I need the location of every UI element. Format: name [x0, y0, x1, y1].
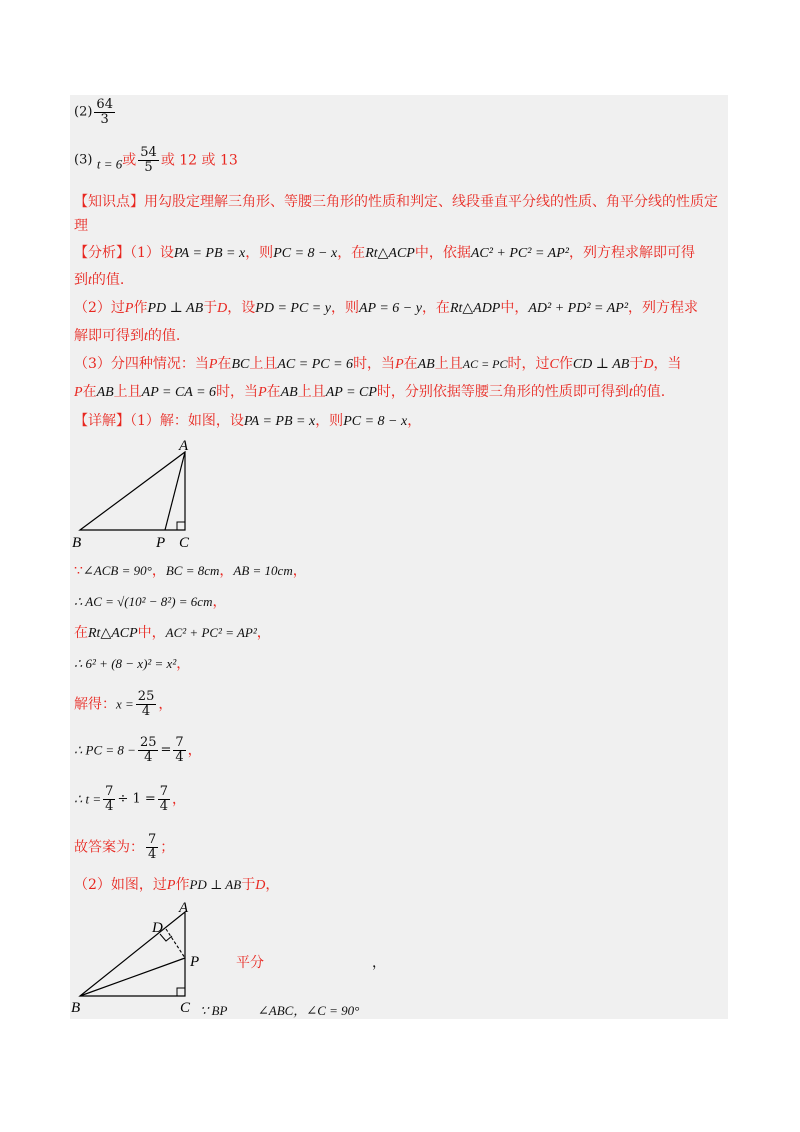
- segment-pd-dashed: [166, 929, 185, 958]
- analysis-p1-c: ，在: [337, 245, 366, 261]
- label-B: B: [72, 535, 82, 551]
- step1-eq1: ∠ACB = 90°: [82, 563, 152, 578]
- analysis-p3-c: 上且: [249, 356, 278, 372]
- analysis-p2-f: ，在: [421, 300, 450, 316]
- step6-den2: 4: [175, 750, 184, 765]
- step-8: [74, 833, 174, 862]
- knowledge-line1: [74, 192, 718, 212]
- triangle-abc: [80, 452, 185, 530]
- step1-sep2: ，: [219, 563, 234, 579]
- step6-num1: 25: [139, 735, 157, 750]
- detail-p2-b: 作: [175, 877, 190, 893]
- step-2: [74, 592, 226, 612]
- label-D-2: D: [152, 920, 163, 936]
- analysis-p3-m: 时，当: [216, 384, 259, 400]
- part2-num: 64: [96, 97, 113, 112]
- step6-end: ，: [187, 742, 202, 759]
- part3-or: 或: [122, 152, 137, 169]
- knowledge-text2: 理: [74, 218, 88, 234]
- step7-den2: 4: [159, 799, 169, 814]
- step7-mid: ÷ 1 =: [117, 791, 156, 807]
- analysis-p3-q: 的值.: [632, 384, 666, 400]
- analysis-p1-f: 到: [74, 272, 88, 288]
- analysis-p3-l: 上且: [113, 384, 142, 400]
- label-C-2: C: [180, 1000, 191, 1016]
- step7-fraction2: [158, 785, 170, 814]
- figure-2-triangle: [68, 898, 208, 1020]
- analysis-p3-g: 时，过: [507, 356, 550, 372]
- analysis-p2-d: ，设: [227, 300, 256, 316]
- analysis-p2-eq1: PD ⊥ AB: [147, 301, 204, 316]
- part3-fraction: [138, 146, 159, 175]
- right-angle-mark-c: [177, 988, 185, 996]
- step1-eq2: BC = 8cm: [165, 563, 220, 578]
- label-B-2: B: [71, 1000, 81, 1016]
- label-A-2: A: [179, 900, 189, 916]
- analysis-p3-P2: P: [395, 357, 404, 372]
- analysis-p3-i: 于: [629, 356, 644, 372]
- analysis-line1: [74, 243, 695, 264]
- step6-lhs: ∴ PC = 8 −: [74, 742, 136, 758]
- analysis-p3-P3: P: [74, 385, 83, 400]
- step-4: [74, 654, 190, 674]
- part3-answer: [74, 146, 238, 175]
- step6-mid: =: [160, 742, 172, 758]
- analysis-p1-eq3: AC² + PC² = AP²: [470, 246, 569, 261]
- step4-eq: ∴ 6² + (8 − x)² = x²: [74, 656, 177, 671]
- step7-fraction1: [103, 785, 115, 814]
- analysis-p2-c: 于: [203, 300, 218, 316]
- step7-num2: 7: [159, 784, 169, 799]
- analysis-p3-b: 在: [217, 356, 232, 372]
- detail-intro-eq2: PC = 8 − x: [343, 414, 408, 429]
- step1-eq3: AB = 10cm: [233, 563, 293, 578]
- detail-intro-a: （1）解：如图，设: [130, 413, 244, 429]
- step3-rt: Rt△ACP: [88, 626, 138, 641]
- analysis-p3-AB2: AB: [96, 385, 114, 400]
- analysis-p3-C: C: [549, 357, 559, 372]
- analysis-p2-i: 解即可得到: [74, 328, 144, 344]
- analysis-p1-b: ，则: [245, 245, 274, 261]
- analysis-p2-D: D: [217, 301, 228, 316]
- analysis-p3-a: （3）分四种情况：当: [74, 356, 209, 372]
- step3-b: 中，: [137, 625, 166, 641]
- detail-intro-b: ，则: [315, 413, 344, 429]
- label-P-2: P: [190, 954, 200, 970]
- step5-fraction: [136, 690, 157, 719]
- step1-end: ，: [292, 563, 307, 579]
- analysis-p2-g: 中，: [500, 300, 529, 316]
- analysis-p2-P: P: [124, 301, 134, 316]
- analysis-p3-eq5: AP = CP: [325, 385, 377, 400]
- detail-p2-D: D: [255, 878, 266, 893]
- analysis-p3-P4: P: [258, 385, 267, 400]
- analysis-p2-t: t: [144, 329, 148, 344]
- detail-p2-a: （2）如图，过: [74, 877, 167, 893]
- step1-sep1: ，: [151, 563, 166, 579]
- part2-answer: [74, 98, 117, 127]
- analysis-p3-k: 在: [82, 384, 97, 400]
- step6-fraction1: [138, 736, 159, 765]
- step7-end: ，: [172, 791, 187, 808]
- step-6: [74, 736, 202, 765]
- part2-den: 3: [94, 112, 115, 127]
- analysis-p3-AB3: AB: [280, 385, 298, 400]
- label-A: A: [179, 438, 189, 454]
- detail-p2-eq: PD ⊥ AB: [189, 877, 242, 892]
- step7-lhs: ∴ t =: [74, 791, 102, 807]
- step4-end: ，: [176, 656, 191, 672]
- part3-t-eq: t = 6: [96, 156, 123, 172]
- step-1: [74, 561, 307, 581]
- analysis-p2-h: ，列方程求: [628, 300, 699, 316]
- step3-end: ，: [256, 625, 271, 641]
- step-5: [74, 690, 172, 719]
- part3-label: (3): [74, 152, 93, 168]
- analysis-tag: 【分析】: [74, 245, 130, 261]
- step-3: [74, 623, 271, 644]
- part3-num: 54: [140, 145, 157, 160]
- fig2-side-text: [236, 953, 264, 973]
- detail-p2-P: P: [166, 878, 176, 893]
- analysis-p3-eq4: AP = CA = 6: [141, 385, 217, 400]
- analysis-p3-t: t: [628, 385, 633, 400]
- step2-end: ，: [212, 594, 227, 610]
- last-line: [200, 1001, 359, 1021]
- analysis-p3-P1: P: [208, 357, 218, 372]
- analysis-p1-d: 中，依据: [414, 245, 471, 261]
- fig2-comma: ，: [372, 955, 386, 971]
- step5-den: 4: [136, 704, 157, 719]
- part2-fraction: [94, 98, 115, 127]
- analysis-p1-t: t: [88, 273, 92, 288]
- part2-label: (2): [74, 104, 93, 120]
- analysis-p3-eq3: CD ⊥ AB: [572, 357, 630, 372]
- analysis-p2-j: 的值.: [147, 328, 181, 344]
- step3-a: 在: [74, 625, 88, 641]
- analysis-line2: [74, 270, 124, 291]
- analysis-p3-h: 作: [558, 356, 573, 372]
- analysis-p3-p: 时，分别依据等腰三角形的性质即可得到: [376, 384, 629, 400]
- detail-p2-c: 于: [241, 877, 256, 893]
- analysis-p2-a: （2）过: [74, 300, 125, 316]
- detail-intro: [74, 411, 421, 432]
- step5-lhs: x =: [116, 696, 134, 712]
- analysis-line4: [74, 326, 180, 347]
- detail-p2-d: ，: [265, 877, 280, 893]
- analysis-p1-eq1: PA = PB = x: [173, 246, 246, 261]
- analysis-p1-rt: Rt△ACP: [365, 246, 415, 261]
- fig2-side-label: 平分: [236, 955, 264, 971]
- segment-ap: [165, 452, 185, 530]
- analysis-p1-a: （1）设: [130, 245, 174, 261]
- last-rest: ∠ABC，∠C = 90°: [257, 1003, 360, 1018]
- step8-den: 4: [148, 847, 157, 862]
- step6-num2: 7: [175, 735, 184, 750]
- analysis-p3-f: 上且: [434, 356, 463, 372]
- analysis-p2-e: ，则: [330, 300, 359, 316]
- step6-fraction2: [173, 736, 185, 765]
- label-P: P: [156, 535, 166, 551]
- step2-eq: ∴ AC = √(10² − 8²) = 6cm: [74, 594, 213, 609]
- knowledge-line2: [74, 216, 88, 236]
- analysis-p3-j: ，当: [653, 356, 682, 372]
- analysis-p1-e: ，列方程求解即可得: [568, 245, 695, 261]
- step7-num1: 7: [105, 784, 114, 799]
- analysis-p3-d: 时，当: [353, 356, 396, 372]
- knowledge-tag: 【知识点】: [74, 194, 144, 210]
- analysis-p2-eq4: AD² + PD² = AP²: [528, 301, 629, 316]
- step5-end: ，: [158, 696, 173, 713]
- step8-num: 7: [148, 832, 157, 847]
- analysis-p3-o: 上且: [297, 384, 326, 400]
- analysis-p2-b: 作: [133, 300, 148, 316]
- detail-part2: [74, 875, 279, 896]
- analysis-p3-e: 在: [403, 356, 418, 372]
- fig2-side-comma: [372, 953, 386, 973]
- part3-den: 5: [138, 160, 159, 175]
- analysis-p2-eq3: AP = 6 − y: [358, 301, 422, 316]
- step5-a: 解得：: [74, 696, 116, 713]
- analysis-p1-eq2: PC = 8 − x: [273, 246, 338, 261]
- figure-1-triangle: [70, 435, 210, 555]
- detail-intro-c: ，: [407, 413, 422, 429]
- analysis-p3-eq1: AC = PC = 6: [277, 357, 354, 372]
- analysis-p3-AB1: AB: [417, 357, 435, 372]
- label-C: C: [179, 535, 190, 551]
- analysis-line3: [74, 298, 698, 319]
- step7-den1: 4: [105, 799, 114, 814]
- segment-bp: [80, 958, 185, 996]
- step8-end: ；: [160, 839, 175, 856]
- detail-intro-eq1: PA = PB = x: [243, 414, 316, 429]
- step8-a: 故答案为：: [74, 839, 144, 856]
- analysis-p3-D: D: [643, 357, 654, 372]
- triangle-abc-2: [80, 912, 185, 996]
- analysis-p2-eq2: PD = PC = y: [255, 301, 331, 316]
- analysis-p1-g: 的值.: [91, 272, 125, 288]
- detail-tag: 【详解】: [74, 413, 130, 429]
- step6-den1: 4: [138, 750, 159, 765]
- analysis-p3-BC: BC: [231, 357, 250, 372]
- analysis-p3-n: 在: [266, 384, 281, 400]
- step-7: [74, 785, 186, 814]
- analysis-line6: [74, 382, 665, 403]
- knowledge-text1: 用勾股定理解三角形、等腰三角形的性质和判定、线段垂直平分线的性质、角平分线的性质定: [144, 194, 718, 210]
- last-because: ∵ BP: [200, 1003, 228, 1018]
- step3-eq: AC² + PC² = AP²: [165, 625, 257, 640]
- analysis-line5: [74, 354, 681, 375]
- step1-because: ∵: [74, 563, 83, 579]
- analysis-p2-rt: Rt△ADP: [449, 301, 501, 316]
- step5-num: 25: [137, 689, 155, 704]
- part3-rest: 或 12 或 13: [160, 152, 238, 169]
- step8-fraction: [146, 833, 158, 862]
- analysis-p3-eq2: AC = PC: [462, 357, 508, 371]
- right-angle-mark: [177, 522, 185, 530]
